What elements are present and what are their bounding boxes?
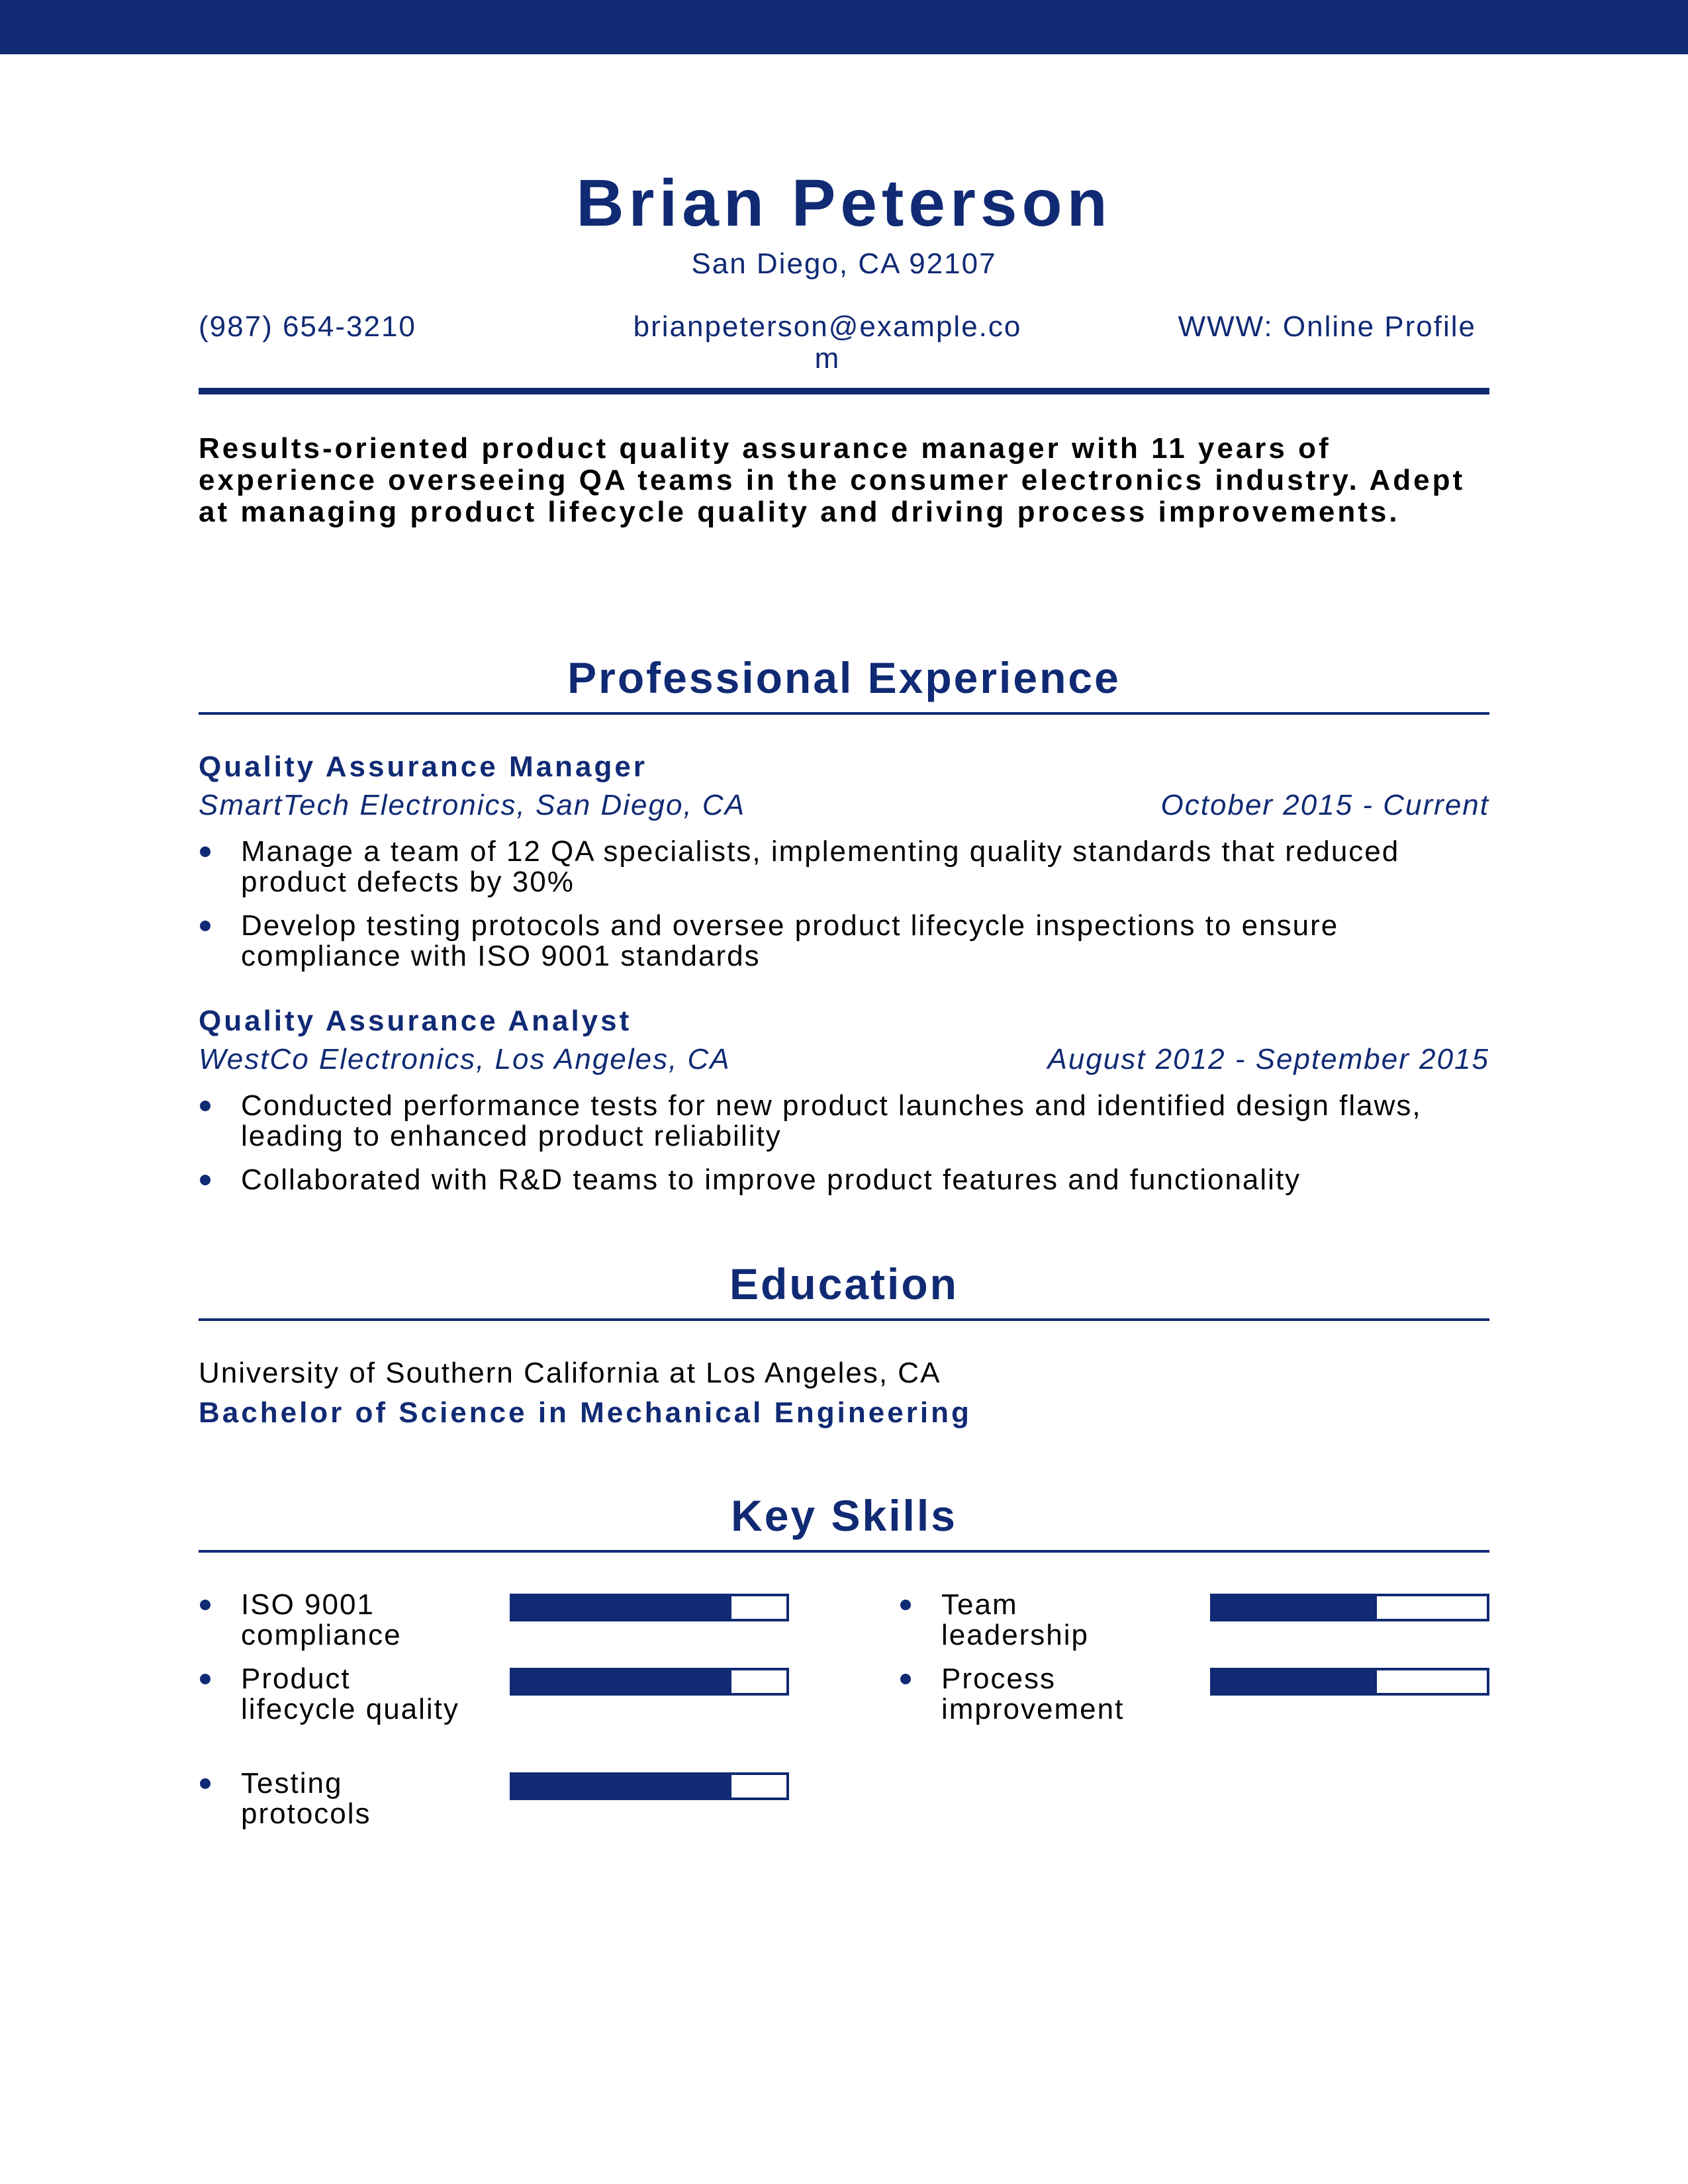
skill-level-fill — [1213, 1670, 1377, 1693]
bullet-icon — [900, 1600, 911, 1610]
website-link[interactable]: WWW: Online Profile — [1178, 310, 1476, 343]
skill-level-fill — [512, 1596, 731, 1619]
job-bullet-text: Develop testing protocols and oversee product lifecycle inspections to ensure compliance with ISO 9001 standards — [241, 909, 1339, 972]
bullet-icon — [200, 921, 211, 931]
candidate-name: Brian Peterson — [576, 166, 1112, 240]
bullet-icon — [900, 1674, 911, 1684]
section-title-experience: Professional Experience — [567, 653, 1121, 702]
skill-label: Testing protocols — [241, 1767, 371, 1830]
bullet-icon — [200, 1101, 211, 1111]
header-divider — [199, 388, 1489, 394]
job-dates: August 2012 - September 2015 — [1047, 1043, 1489, 1075]
skill-level-bar — [510, 1772, 789, 1800]
job-company: WestCo Electronics, Los Angeles, CA — [199, 1043, 731, 1075]
skill-label: Product lifecycle quality — [241, 1662, 459, 1725]
skill-level-fill — [1213, 1596, 1377, 1619]
skill-level-bar — [510, 1594, 789, 1621]
job-bullet-text: Conducted performance tests for new product launches and identified design flaws, leading to enhanced product reliability — [241, 1089, 1422, 1152]
job-title: Quality Assurance Analyst — [199, 1005, 632, 1037]
section-rule-skills — [199, 1550, 1489, 1553]
skill-level-bar — [1210, 1594, 1489, 1621]
job-company: SmartTech Electronics, San Diego, CA — [199, 789, 746, 821]
skill-level-bar — [510, 1668, 789, 1696]
phone-number: (987) 654-3210 — [199, 310, 416, 343]
email-link[interactable]: brianpeterson@example.com — [633, 310, 1022, 375]
job-dates: October 2015 - Current — [1160, 789, 1489, 821]
bullet-icon — [200, 846, 211, 857]
job-title: Quality Assurance Manager — [199, 751, 647, 783]
bullet-icon — [200, 1175, 211, 1185]
skill-level-fill — [512, 1775, 731, 1797]
education-school: University of Southern California at Los Angeles, CA — [199, 1357, 941, 1389]
section-rule-education — [199, 1318, 1489, 1321]
bullet-icon — [200, 1778, 211, 1789]
skill-label: Process improvement — [941, 1662, 1125, 1725]
bullet-icon — [200, 1674, 211, 1684]
skill-level-bar — [1210, 1668, 1489, 1696]
skill-level-fill — [512, 1670, 731, 1693]
skill-label: Team leadership — [941, 1588, 1090, 1651]
education-degree: Bachelor of Science in Mechanical Engineering — [199, 1396, 972, 1429]
job-bullet-text: Collaborated with R&D teams to improve product features and functionality — [241, 1163, 1301, 1196]
section-title-skills: Key Skills — [731, 1491, 957, 1540]
job-bullet-text: Manage a team of 12 QA specialists, implementing quality standards that reduced product defects by 30% — [241, 835, 1400, 898]
bullet-icon — [200, 1600, 211, 1610]
skill-label: ISO 9001 compliance — [241, 1588, 402, 1651]
top-accent-bar — [0, 0, 1688, 54]
section-title-education: Education — [729, 1259, 959, 1308]
section-rule-experience — [199, 712, 1489, 715]
professional-summary: Results-oriented product quality assurance manager with 11 years of experience overseeing QA teams in the consumer electronics industry. Adept at managing product lifecycle quality and driving process improvements. — [199, 432, 1466, 528]
candidate-address: San Diego, CA 92107 — [691, 248, 997, 280]
